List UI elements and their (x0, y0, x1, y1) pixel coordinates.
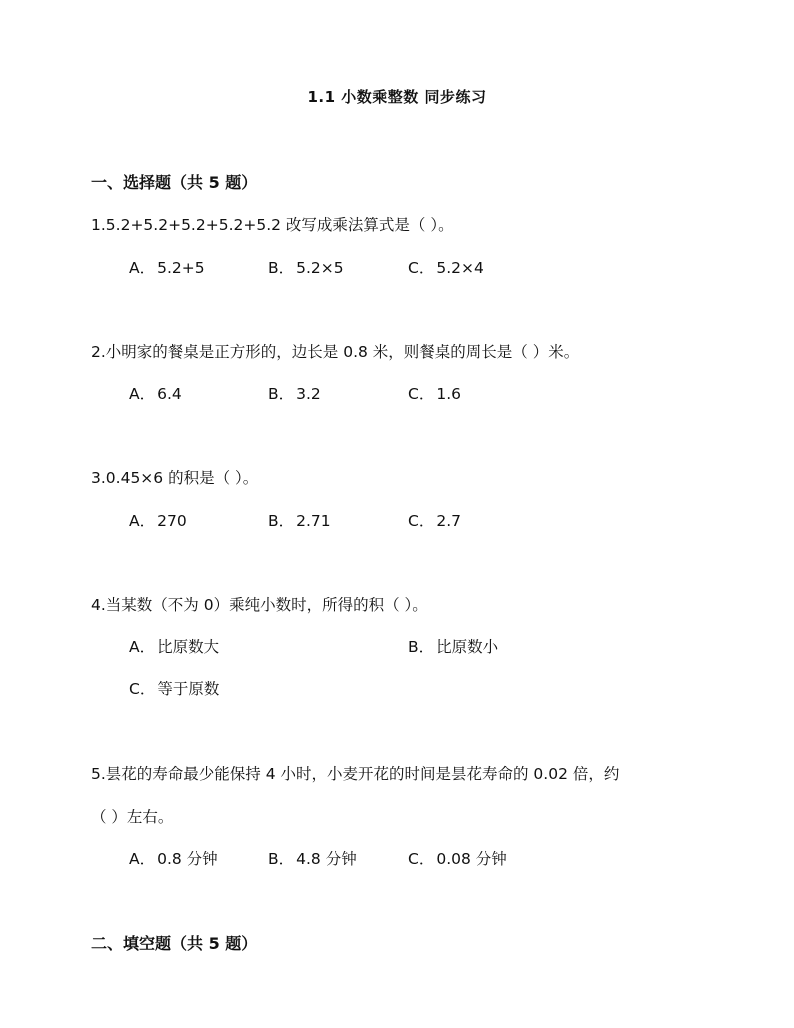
question-1-option-b (268, 256, 344, 278)
option-text: 3.2 (296, 385, 321, 403)
question-1: 1.5.2+5.2+5.2+5.2+5.2 改写成乘法算式是（ ）。 (91, 216, 454, 234)
question-5-continuation: （ ）左右。 (91, 808, 174, 826)
section-heading-choice: 一、选择题（共 5 题） (91, 173, 258, 192)
option-text: 2.71 (296, 512, 331, 530)
option-letter: B． (268, 259, 295, 277)
question-4-option-a (129, 635, 219, 657)
option-letter: B． (268, 850, 295, 868)
question-5: 5.昙花的寿命最少能保持 4 小时，小麦开花的时间是昙花寿命的 0.02 倍，约 (91, 765, 620, 783)
option-text: 比原数小 (436, 638, 499, 656)
option-letter: B． (408, 638, 435, 656)
option-text: 等于原数 (157, 680, 220, 698)
option-letter: C． (408, 850, 435, 868)
option-text: 1.6 (436, 385, 461, 403)
question-4-option-c (129, 677, 219, 699)
option-text: 6.4 (157, 385, 182, 403)
question-3-option-a (129, 509, 187, 531)
question-4: 4.当某数（不为 0）乘纯小数时，所得的积（ ）。 (91, 596, 428, 614)
option-letter: A． (129, 638, 156, 656)
option-text: 0.08 分钟 (436, 850, 507, 868)
question-1-option-a (129, 256, 205, 278)
question-4-option-b (408, 635, 498, 657)
question-3-option-b (268, 509, 331, 531)
option-letter: C． (408, 385, 435, 403)
question-3-option-c (408, 509, 461, 531)
option-text: 2.7 (436, 512, 461, 530)
question-2-option-c (408, 382, 461, 404)
option-letter: C． (408, 259, 435, 277)
section-heading-fill-blank: 二、填空题（共 5 题） (91, 934, 258, 953)
option-text: 0.8 分钟 (157, 850, 218, 868)
option-letter: B． (268, 512, 295, 530)
page-title: 1.1 小数乘整数 同步练习 (307, 88, 487, 106)
option-text: 5.2×4 (436, 259, 484, 277)
option-letter: A． (129, 385, 156, 403)
question-2-option-b (268, 382, 321, 404)
option-text: 5.2+5 (157, 259, 205, 277)
option-letter: A． (129, 259, 156, 277)
question-5-option-a (129, 847, 218, 869)
question-2: 2.小明家的餐桌是正方形的，边长是 0.8 米，则餐桌的周长是（ ）米。 (91, 343, 580, 361)
option-text: 4.8 分钟 (296, 850, 357, 868)
question-2-option-a (129, 382, 182, 404)
option-letter: A． (129, 512, 156, 530)
question-3: 3.0.45×6 的积是（ ）。 (91, 469, 259, 487)
option-text: 比原数大 (157, 638, 220, 656)
question-5-option-b (268, 847, 357, 869)
option-letter: A． (129, 850, 156, 868)
option-text: 270 (157, 512, 187, 530)
option-letter: B． (268, 385, 295, 403)
question-5-option-c (408, 847, 507, 869)
option-letter: C． (408, 512, 435, 530)
option-letter: C． (129, 680, 156, 698)
question-1-option-c (408, 256, 484, 278)
option-text: 5.2×5 (296, 259, 344, 277)
